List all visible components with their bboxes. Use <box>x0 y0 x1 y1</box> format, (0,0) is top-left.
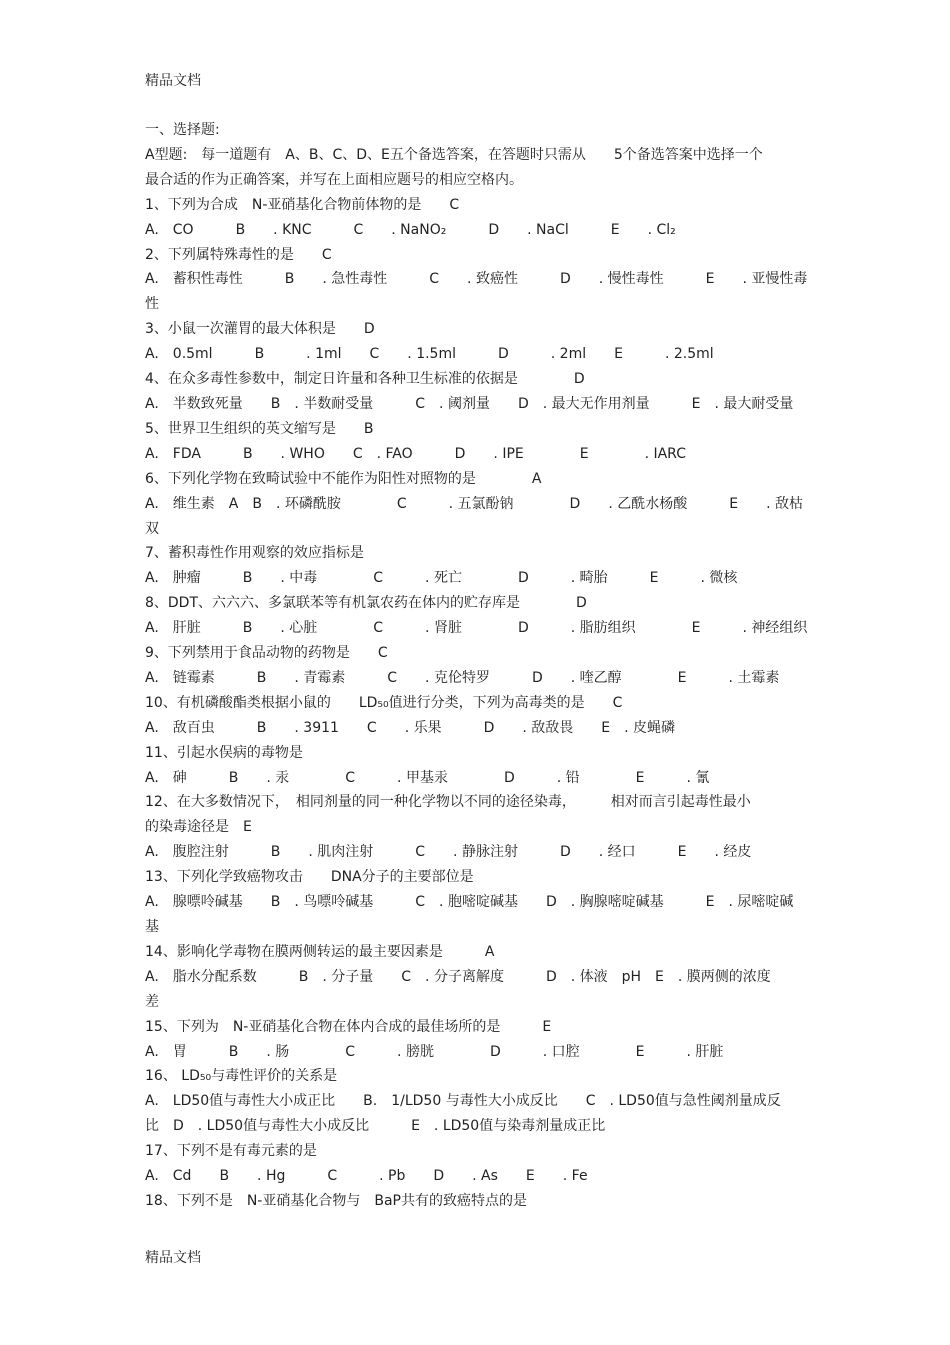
question-options: A. CO B . KNC C . NaNO₂ D . NaCl E . Cl₂ <box>145 221 676 238</box>
question-list <box>145 193 810 1214</box>
question-item <box>145 243 810 318</box>
question-options: A. 半数致死量 B . 半数耐受量 C . 阈剂量 D . 最大无作用剂量 E . 最大耐受量 <box>145 395 794 412</box>
question-text: 12、在大多数情况下， 相同剂量的同一种化学物以不同的途径染毒， 相对而言引起毒性最小 <box>145 794 751 811</box>
intro-line: A型题: 每一道题有 A、B、C、D、E五个备选答案，在答题时只需从 5个备选答案中选择一个 <box>145 146 763 163</box>
question-options: 差 <box>145 993 159 1010</box>
intro-block <box>145 143 810 193</box>
question-item <box>145 1064 810 1139</box>
question-item <box>145 1015 810 1065</box>
question-options: 性 <box>145 296 159 313</box>
question-options: A. 链霉素 B . 青霉素 C . 克伦特罗 D . 喹乙醇 E . 土霉素 <box>145 669 780 686</box>
question-text: 18、下列不是 N-亚硝基化合物与 BaP共有的致癌特点的是 <box>145 1192 527 1209</box>
question-options: A. 蓄积性毒性 B . 急性毒性 C . 致癌性 D . 慢性毒性 E . 亚慢性毒 <box>145 271 808 288</box>
page-footer: 精品文档 <box>145 1250 201 1266</box>
section-title: 一、选择题: <box>145 122 220 138</box>
question-item <box>145 193 810 243</box>
question-options: A. 砷 B . 汞 C . 甲基汞 D . 铅 E . 氰 <box>145 769 710 786</box>
question-text: 的染毒途径是 E <box>145 819 252 836</box>
question-text: 8、DDT、六六六、多氯联苯等有机氯农药在体内的贮存库是 D <box>145 595 587 612</box>
question-item <box>145 467 810 542</box>
question-options: A. 腹腔注射 B . 肌肉注射 C . 静脉注射 D . 经口 E . 经皮 <box>145 844 752 861</box>
question-text: 7、蓄积毒性作用观察的效应指标是 <box>145 545 364 562</box>
question-text: 10、有机磷酸酯类根据小鼠的 LD₅₀值进行分类，下列为高毒类的是 C <box>145 694 623 711</box>
question-options: A. 敌百虫 B . 3911 C . 乐果 D . 敌敌畏 E . 皮蝇磷 <box>145 719 676 736</box>
question-options: A. 肝脏 B . 心脏 C . 肾脏 D . 脂肪组织 E . 神经组织 <box>145 620 808 637</box>
question-options: A. 肿瘤 B . 中毒 C . 死亡 D . 畸胎 E . 微核 <box>145 570 738 587</box>
document-body <box>145 118 810 1214</box>
question-options: A. Cd B . Hg C . Pb D . As E . Fe <box>145 1168 588 1185</box>
question-text: 9、下列禁用于食品动物的药物是 C <box>145 645 388 662</box>
page-header: 精品文档 <box>145 73 201 89</box>
question-text: 14、影响化学毒物在膜两侧转运的最主要因素是 A <box>145 943 495 960</box>
question-item <box>145 417 810 467</box>
question-text: 1、下列为合成 N-亚硝基化合物前体物的是 C <box>145 196 460 213</box>
question-item <box>145 367 810 417</box>
question-item <box>145 790 810 865</box>
question-item <box>145 940 810 1015</box>
question-text: 3、小鼠一次灌胃的最大体积是 D <box>145 321 375 338</box>
question-text: 13、下列化学致癌物攻击 DNA分子的主要部位是 <box>145 869 474 886</box>
question-item <box>145 591 810 641</box>
question-text: 5、世界卫生组织的英文缩写是 B <box>145 420 374 437</box>
question-options: A. 脂水分配系数 B . 分子量 C . 分子离解度 D . 体液 pH E . 膜两侧的浓度 <box>145 968 771 985</box>
question-options: A. 维生素 A B . 环磷酰胺 C . 五氯酚钠 D . 乙酰水杨酸 E . 敌枯 <box>145 495 803 512</box>
question-item <box>145 641 810 691</box>
question-item <box>145 317 810 367</box>
question-options: 基 <box>145 919 159 935</box>
question-item <box>145 1189 810 1214</box>
question-options: A. FDA B . WHO C . FAO D . IPE E . IARC <box>145 445 686 462</box>
question-item <box>145 691 810 741</box>
question-options: 双 <box>145 520 159 537</box>
question-item <box>145 1139 810 1189</box>
question-options: A. 0.5ml B . 1ml C . 1.5ml D . 2ml E . 2.5ml <box>145 346 714 363</box>
question-text: 11、引起水俣病的毒物是 <box>145 744 303 761</box>
question-text: 2、下列属特殊毒性的是 C <box>145 246 332 263</box>
question-text: 15、下列为 N-亚硝基化合物在体内合成的最佳场所的是 E <box>145 1018 552 1035</box>
intro-line: 最合适的作为正确答案，并写在上面相应题号的相应空格内。 <box>145 171 523 188</box>
question-options: A. 腺嘌呤碱基 B . 鸟嘌呤碱基 C . 胞嘧啶碱基 D . 胸腺嘧啶碱基 E . 尿嘧啶碱 <box>145 894 794 911</box>
question-item <box>145 865 810 940</box>
question-options: A. LD50值与毒性大小成正比 B. 1/LD50 与毒性大小成反比 C . LD50值与急性阈剂量成反 <box>145 1093 781 1110</box>
question-text: 17、下列不是有毒元素的是 <box>145 1143 317 1160</box>
question-item <box>145 741 810 791</box>
question-options: A. 胃 B . 肠 C . 膀胱 D . 口腔 E . 肝脏 <box>145 1043 724 1060</box>
question-text: 4、在众多毒性参数中，制定日许量和各种卫生标准的依据是 D <box>145 371 585 388</box>
question-text: 16、 LD₅₀与毒性评价的关系是 <box>145 1068 338 1085</box>
question-text: 6、下列化学物在致畸试验中不能作为阳性对照物的是 A <box>145 470 542 487</box>
question-options: 比 D . LD50值与毒性大小成反比 E . LD50值与染毒剂量成正比 <box>145 1118 606 1135</box>
question-item <box>145 541 810 591</box>
